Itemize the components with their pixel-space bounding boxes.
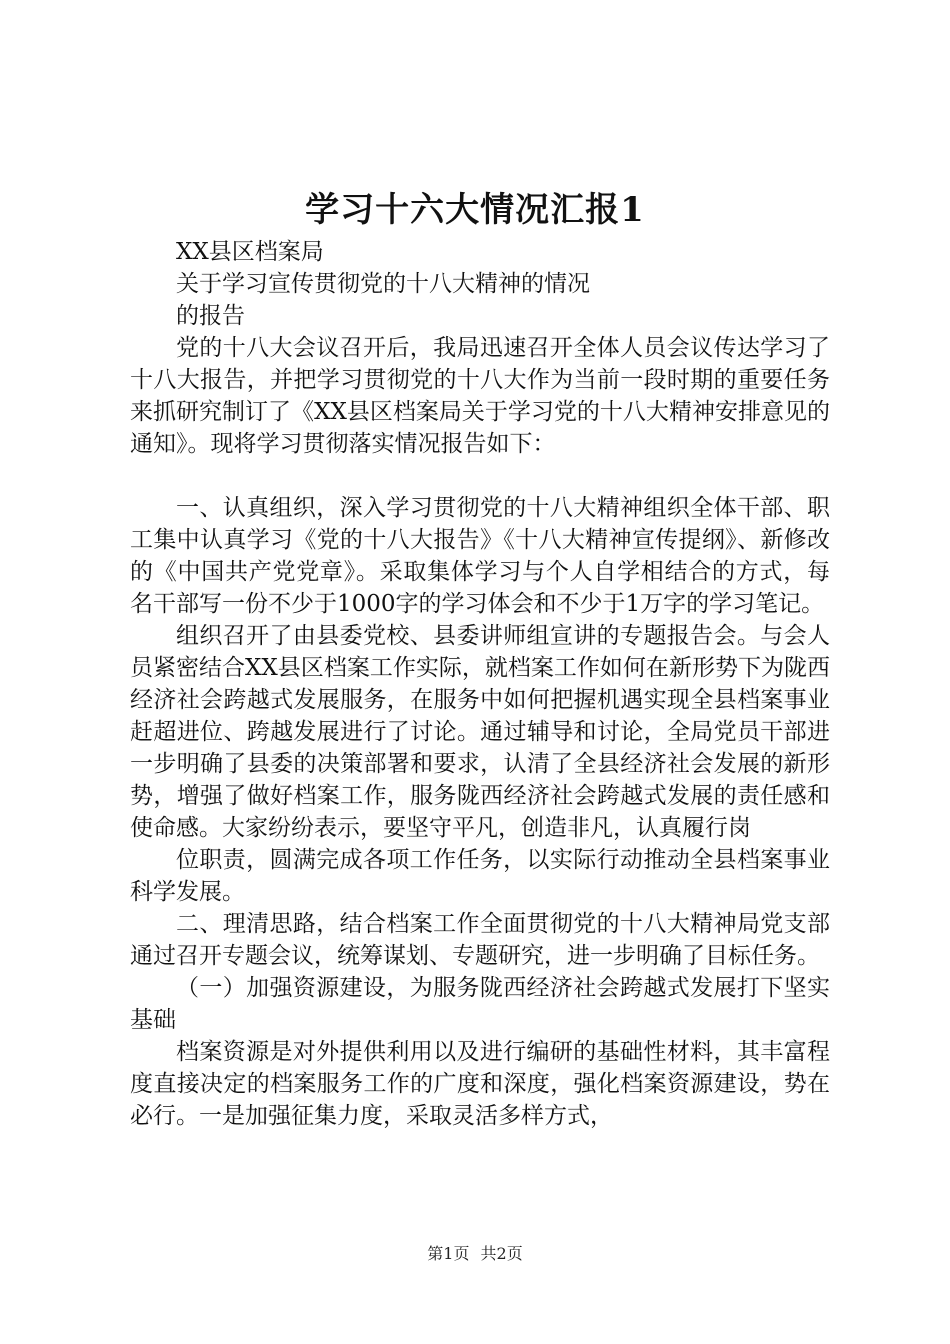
paragraph-blank bbox=[130, 460, 830, 492]
paragraph-section-2: 二、理清思路，结合档案工作全面贯彻党的十八大精神局党支部通过召开专题会议，统筹谋划、专题研究，进一步明确了目标任务。 bbox=[130, 911, 830, 969]
paragraph-subsection-1: （一）加强资源建设，为服务陇西经济社会跨越式发展打下坚实基础 bbox=[130, 975, 830, 1033]
paragraph-section-1: 一、认真组织，深入学习贯彻党的十八大精神组织全体干部、职工集中认真学习《党的十八大报告》《十八大精神宣传提纲》、新修改的《中国共产党党章》。采取集体学习与个人自学相结合的方式，每名干部写一份不少于1000字的学习体会和不少于1万字的学习笔记。 bbox=[130, 495, 830, 617]
paragraph-report-meeting: 组织召开了由县委党校、县委讲师组宣讲的专题报告会。与会人员紧密结合XX县区档案工作实际，就档案工作如何在新形势下为陇西经济社会跨越式发展服务，在服务中如何把握机遇实现全县档案事业赶超进位、跨越发展进行了讨论。通过辅导和讨论，全局党员干部进一步明确了县委的决策部署和要求，认清了全县经济社会发展的新形势，增强了做好档案工作，服务陇西经济社会跨越式发展的责任感和使命感。大家纷纷表示，要坚守平凡，创造非凡，认真履行岗 bbox=[130, 623, 830, 841]
page-footer bbox=[0, 1244, 950, 1264]
document-body bbox=[130, 236, 830, 1132]
paragraph-org: XX县区档案局 bbox=[176, 239, 324, 265]
paragraph-duty: 位职责，圆满完成各项工作任务，以实际行动推动全县档案事业科学发展。 bbox=[130, 847, 830, 905]
paragraph-resources: 档案资源是对外提供利用以及进行编研的基础性材料，其丰富程度直接决定的档案服务工作的广度和深度，强化档案资源建设，势在必行。一是加强征集力度，采取灵活多样方式， bbox=[130, 1039, 830, 1129]
document-title: 学习十六大情况汇报1 bbox=[305, 190, 645, 230]
page-total: 共2页 bbox=[480, 1244, 523, 1263]
paragraph-intro: 党的十八大会议召开后，我局迅速召开全体人员会议传达学习了十八大报告，并把学习贯彻党的十八大作为当前一段时期的重要任务来抓研究制订了《XX县区档案局关于学习党的十八大精神安排意见的通知》。现将学习贯彻落实情况报告如下： bbox=[130, 335, 830, 457]
paragraph-subject: 关于学习宣传贯彻党的十八大精神的情况 bbox=[176, 271, 590, 297]
paragraph-subject-cont: 的报告 bbox=[176, 303, 245, 329]
page-number: 第1页 bbox=[427, 1244, 470, 1263]
